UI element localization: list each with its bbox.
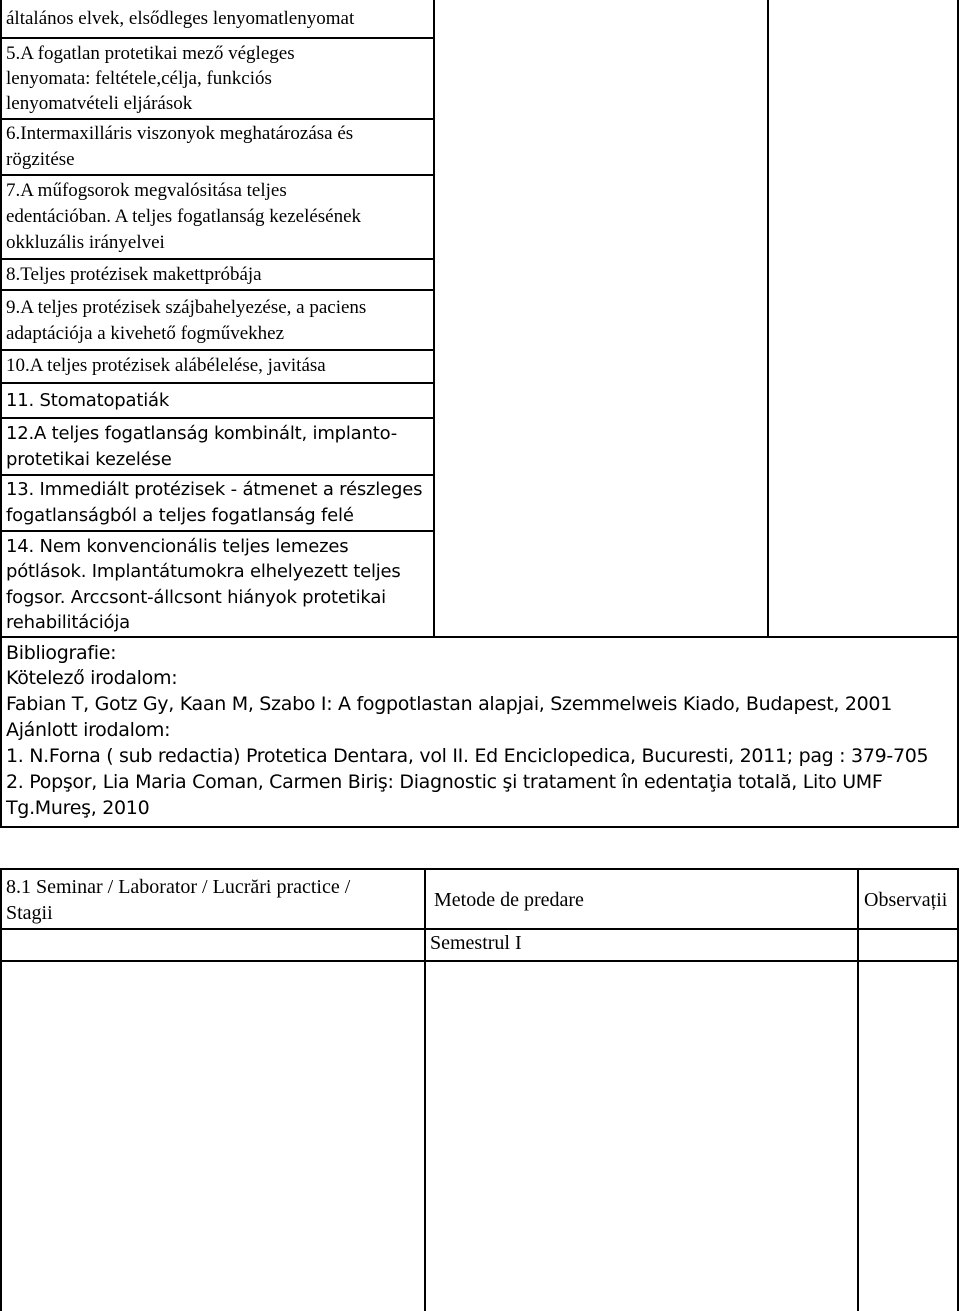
seminar-header-line1: 8.1 Seminar / Laborator / Lucrări practice / <box>6 876 351 898</box>
course-row-10: 10.A teljes protézisek alábélelése, javitása <box>6 355 326 376</box>
table1-row-divider <box>0 349 435 351</box>
course-row-7-line1: 7.A műfogsorok megvalósitása teljes <box>6 180 287 201</box>
table1-border-right <box>957 0 959 828</box>
course-row-14-line2: pótlások. Implantátumokra elhelyezett teljes <box>6 561 401 582</box>
table1-row-divider <box>0 258 435 260</box>
table1-row-divider <box>0 174 435 176</box>
table2-border-left <box>0 868 2 1311</box>
course-row-12-line2: protetikai kezelése <box>6 449 172 470</box>
recommended-literature-item-2-cont: Tg.Mureş, 2010 <box>6 797 150 819</box>
course-row-7-line3: okkluzális irányelvei <box>6 232 165 253</box>
course-row-9-line2: adaptációja a kivehető fogművekhez <box>6 323 285 344</box>
course-row-14-line4: rehabilitációja <box>6 612 130 633</box>
course-row-13-line2: fogatlanságból a teljes fogatlanság felé <box>6 505 354 526</box>
course-row-5-line1: 5.A fogatlan protetikai mező végleges <box>6 43 295 64</box>
course-row-6-line2: rögzitése <box>6 149 75 170</box>
course-row-11: 11. Stomatopatiák <box>6 390 170 411</box>
course-row-14-line3: fogsor. Arccsont-állcsont hiányok protetikai <box>6 587 386 608</box>
course-row-5-line3: lenyomatvételi eljárások <box>6 93 193 114</box>
recommended-literature-item-2: 2. Popşor, Lia Maria Coman, Carmen Biriş: Diagnostic şi tratament în edentaţia totală, Lito UMF <box>6 771 883 793</box>
table1-bottom-border <box>0 826 959 828</box>
course-row-5-line2: lenyomata: feltétele,célja, funkciós <box>6 68 272 89</box>
table1-col-divider-2 <box>767 0 769 638</box>
course-row-12-line1: 12.A teljes fogatlanság kombinált, implanto- <box>6 423 398 444</box>
table1-row-divider <box>0 289 435 291</box>
table1-border-left <box>0 0 2 828</box>
course-row-14-line1: 14. Nem konvencionális teljes lemezes <box>6 536 349 557</box>
seminar-header-line2: Stagii <box>6 902 53 924</box>
table1-row-divider <box>0 417 435 419</box>
table1-row-divider <box>0 118 435 120</box>
course-row-7-line2: edentációban. A teljes fogatlanság kezelésének <box>6 206 362 227</box>
course-row-13-line1: 13. Immediált protézisek - átmenet a részleges <box>6 479 423 500</box>
table1-row-divider <box>0 37 435 39</box>
table1-row-divider <box>0 636 959 638</box>
course-row-8: 8.Teljes protézisek makettpróbája <box>6 264 262 285</box>
table2-border-right <box>957 868 959 1311</box>
mandatory-literature-item: Fabian T, Gotz Gy, Kaan M, Szabo I: A fogpotlastan alapjai, Szemmelweis Kiado, Budapest, 2001 <box>6 693 893 715</box>
course-row-general-principles: általános elvek, elsődleges lenyomatlenyomat <box>6 8 355 29</box>
semester-label: Semestrul I <box>430 932 522 954</box>
bibliography-heading: Bibliografie: <box>6 642 117 664</box>
table2-col-divider-2 <box>857 868 859 1311</box>
table2-row-divider <box>0 928 959 930</box>
mandatory-literature-heading: Kötelező irodalom: <box>6 667 178 689</box>
table1-col-divider-1 <box>433 0 435 638</box>
teaching-methods-header: Metode de predare <box>434 889 584 911</box>
recommended-literature-heading: Ajánlott irodalom: <box>6 719 171 741</box>
table2-row-divider <box>0 960 959 962</box>
table2-top-border <box>0 868 959 870</box>
table1-row-divider <box>0 474 435 476</box>
course-row-6-line1: 6.Intermaxilláris viszonyok meghatározása és <box>6 123 354 144</box>
observations-header: Observații <box>864 889 948 911</box>
table1-row-divider <box>0 382 435 384</box>
table2-col-divider-1 <box>424 868 426 1311</box>
recommended-literature-item-1: 1. N.Forna ( sub redactia) Protetica Dentara, vol II. Ed Enciclopedica, Bucuresti, 2011; pag : 379-705 <box>6 745 929 767</box>
course-row-9-line1: 9.A teljes protézisek szájbahelyezése, a paciens <box>6 297 367 318</box>
table1-row-divider <box>0 530 435 532</box>
